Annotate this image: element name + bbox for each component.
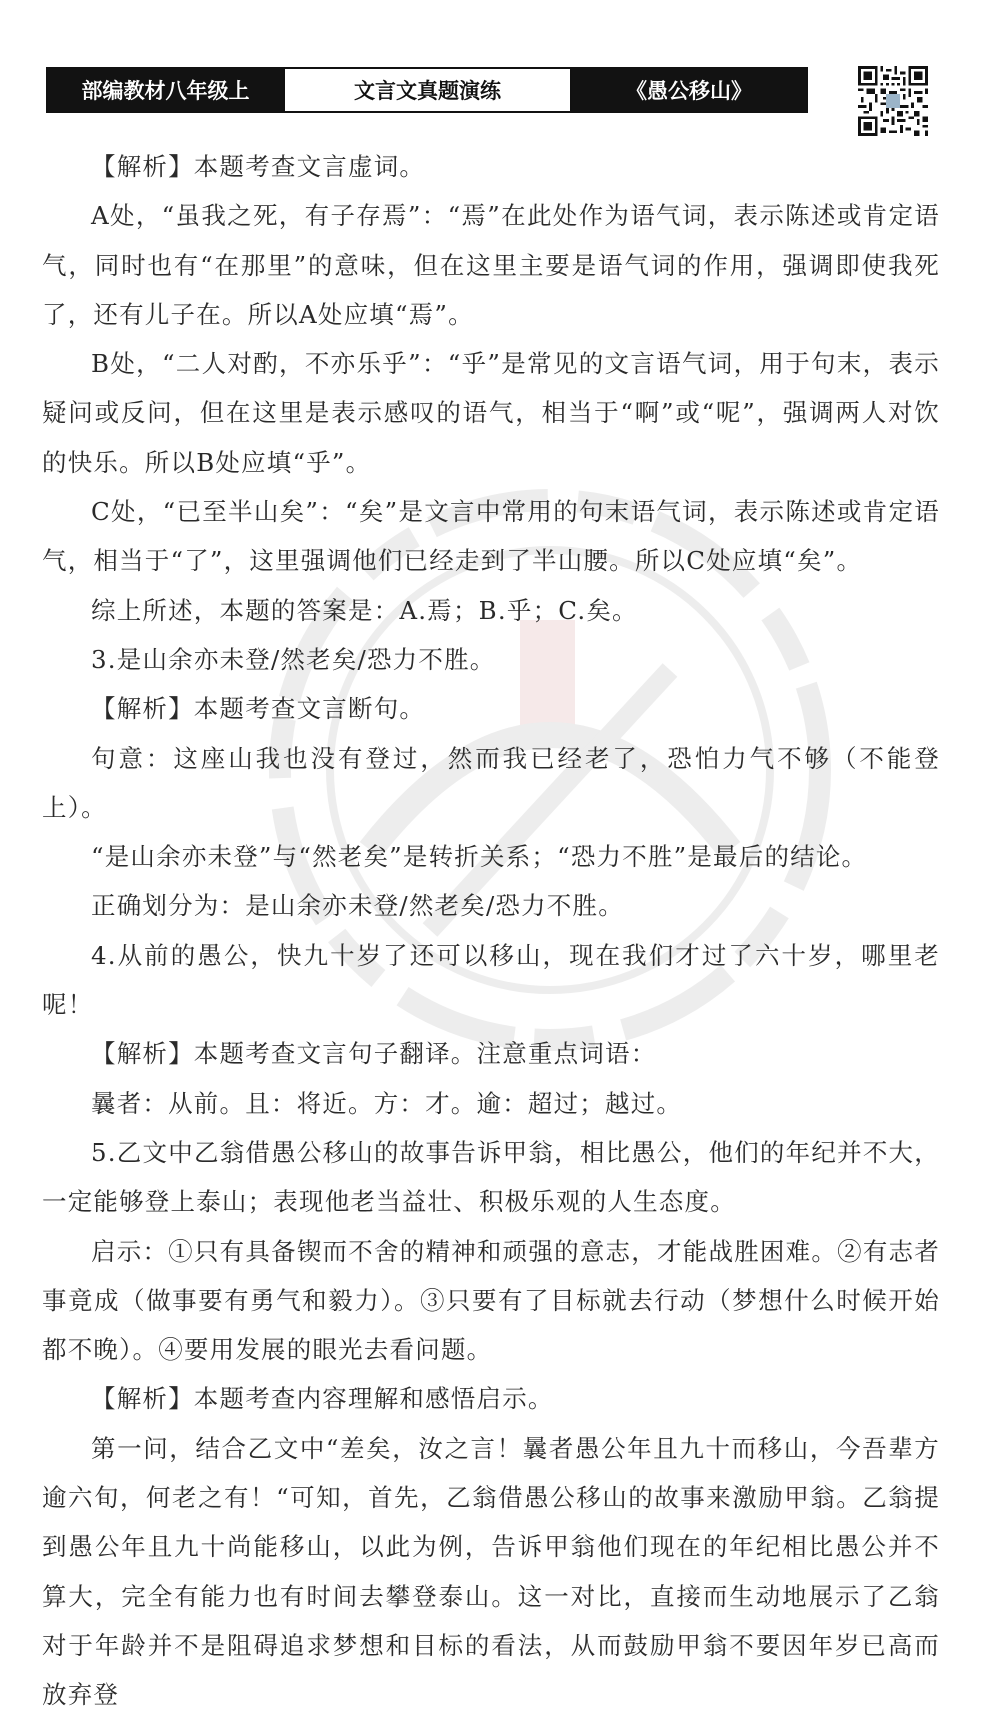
paragraph: 4.从前的愚公，快九十岁了还可以移山，现在我们才过了六十岁，哪里老呢！ xyxy=(42,940,940,1020)
header-lesson-title: 《愚公移山》 xyxy=(572,69,806,111)
paragraph: 综上所述，本题的答案是：A.焉；B.乎；C.矣。 xyxy=(91,595,638,625)
header-textbook: 部编教材八年级上 xyxy=(48,69,283,111)
paragraph: 句意：这座山我也没有登过，然而我已经老了，恐怕力气不够（不能登上）。 xyxy=(42,743,940,822)
paragraph: 【解析】本题考查文言句子翻译。注意重点词语： xyxy=(91,1039,657,1069)
paragraph: A处，“虽我之死，有子存焉”：“焉”在此处作为语气词，表示陈述或肯定语气，同时也有“在那里”的意味，但在这里主要是语气词的作用，强调即使我死了，还有儿子在。所以A处应填“焉”。 xyxy=(42,201,940,329)
paragraph: 【解析】本题考查文言虚词。 xyxy=(91,152,426,181)
paragraph: 启示：①只有具备锲而不舍的精神和顽强的意志，才能战胜困难。②有志者事竟成（做事要有勇气和毅力）。③只要有了目标就去行动（梦想什么时候开始都不晚）。④要用发展的眼光去看问题。 xyxy=(42,1236,940,1365)
paragraph: 正确划分为：是山余亦未登/然老矣/恐力不胜。 xyxy=(91,891,624,921)
paragraph: “是山余亦未登”与“然老矣”是转折关系；“恐力不胜”是最后的结论。 xyxy=(91,842,868,872)
header-bar xyxy=(46,67,808,113)
paragraph: B处，“二人对酌，不亦乐乎”：“乎”是常见的文言语气词，用于句末，表示疑问或反问，但在这里是表示感叹的语气，相当于“啊”或“呢”，强调两人对饮的快乐。所以B处应填“乎”。 xyxy=(42,349,940,477)
paragraph: 曩者：从前。且：将近。方：才。逾：超过；越过。 xyxy=(91,1088,683,1118)
header-section-title: 文言文真题演练 xyxy=(283,69,572,111)
qr-code-icon xyxy=(858,66,928,136)
answer-content xyxy=(42,142,940,1720)
paragraph: 【解析】本题考查文言断句。 xyxy=(91,694,426,724)
paragraph: 5.乙文中乙翁借愚公移山的故事告诉甲翁，相比愚公，他们的年纪并不大，一定能够登上泰山；表现他老当益壮、积极乐观的人生态度。 xyxy=(42,1137,940,1217)
paragraph: 第一问，结合乙文中“差矣，汝之言！曩者愚公年且九十而移山，今吾辈方逾六旬，何老之有！“可知，首先，乙翁借愚公移山的故事来激励甲翁。乙翁提到愚公年且九十尚能移山，以此为例，告诉甲翁他们现在的年纪相比愚公并不算大，完全有能力也有时间去攀登泰山。这一对比，直接而生动地展示了乙翁对于年龄并不是阻碍追求梦想和目标的看法，从而鼓励甲翁不要因年岁已高而放弃登 xyxy=(42,1433,940,1710)
paragraph: 3.是山余亦未登/然老矣/恐力不胜。 xyxy=(91,644,496,674)
paragraph: C处，“已至半山矣”：“矣”是文言中常用的句末语气词，表示陈述或肯定语气，相当于“了”，这里强调他们已经走到了半山腰。所以C处应填“矣”。 xyxy=(42,497,940,576)
paragraph: 【解析】本题考查内容理解和感悟启示。 xyxy=(91,1384,554,1414)
